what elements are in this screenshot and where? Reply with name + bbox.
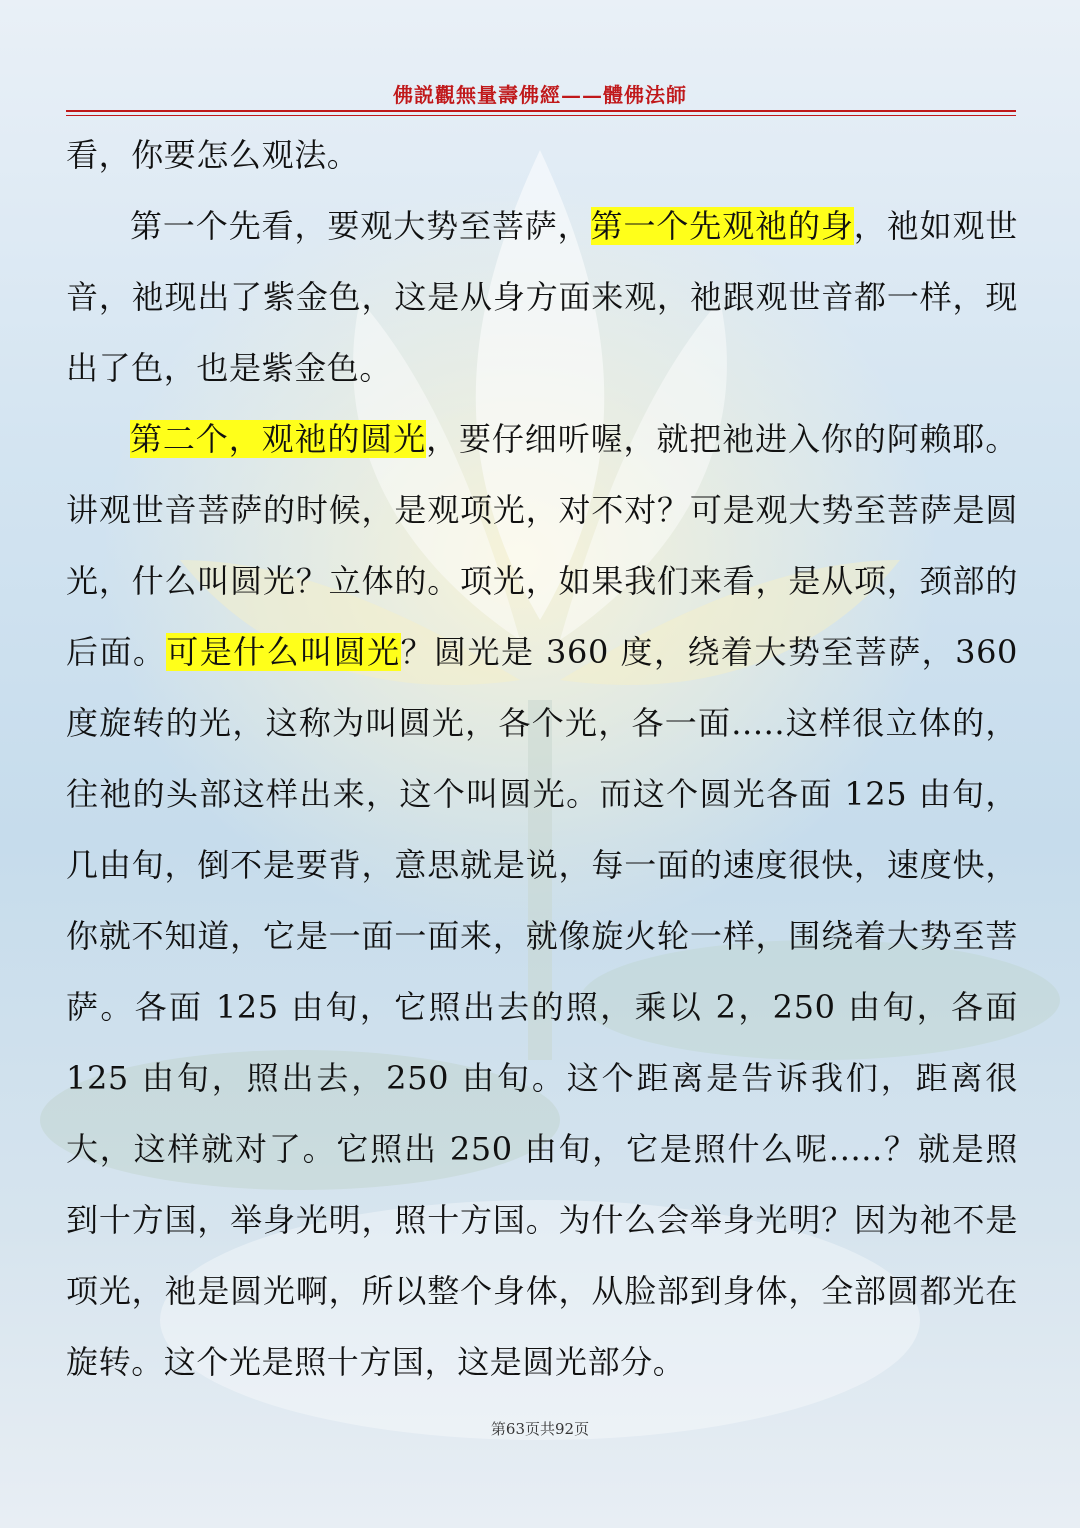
body-text: [66, 120, 1018, 1398]
page-number: 第63页共92页: [490, 1420, 590, 1438]
text-segment: ，要仔细听喔，就把祂进入你的阿赖耶。讲观世音菩萨的时候，是观项光，对不对？可是观大势至菩萨是圆光，什么叫圆光？立体的。项光，如果我们来看，是从项，颈部的后面。: [66, 420, 1018, 671]
text-segment: 第一个先看，要观大势至菩萨，: [130, 207, 591, 245]
paragraph: [66, 404, 1018, 1398]
document-header-title: 佛説觀無量壽佛經——體佛法師: [393, 83, 687, 107]
header-rule-thick: [66, 110, 1016, 112]
text-segment: ，祂如观世音，祂现出了紫金色，这是从身方面来观，祂跟观世音都一样，现出了色，也是紫金色。: [66, 207, 1018, 387]
header-rule-thin: [66, 115, 1016, 116]
text-segment: ？圆光是 360 度，绕着大势至菩萨，360 度旋转的光，这称为叫圆光，各个光，各一面.....这样很立体的，往祂的头部这样出来，这个叫圆光。而这个圆光各面 125 由旬，几由旬，倒不是要背，意思就是说，每一面的速度很快，速度快，你就不知道，它是一面一面来，就像旋火轮一样，围绕着大势至菩萨。各面 125 由旬，它照出去的照，乘以 2，250 由旬，各面 125 由旬，照出去，250 由旬。这个距离是告诉我们，距离很大，这样就对了。它照出 250 由旬，它是照什么呢.....？就是照到十方国，举身光明，照十方国。为什么会举身光明？因为祂不是项光，祂是圆光啊，所以整个身体，从脸部到身体，全部圆都光在旋转。这个光是照十方国，这是圆光部分。: [66, 633, 1018, 1381]
highlighted-text: 可是什么叫圆光: [166, 633, 401, 671]
paragraph: [66, 120, 1018, 191]
text-segment: 看，你要怎么观法。: [66, 136, 360, 174]
paragraph: [66, 191, 1018, 404]
highlighted-text: 第一个先观祂的身: [590, 207, 854, 245]
highlighted-text: 第二个，观祂的圆光: [130, 420, 427, 458]
